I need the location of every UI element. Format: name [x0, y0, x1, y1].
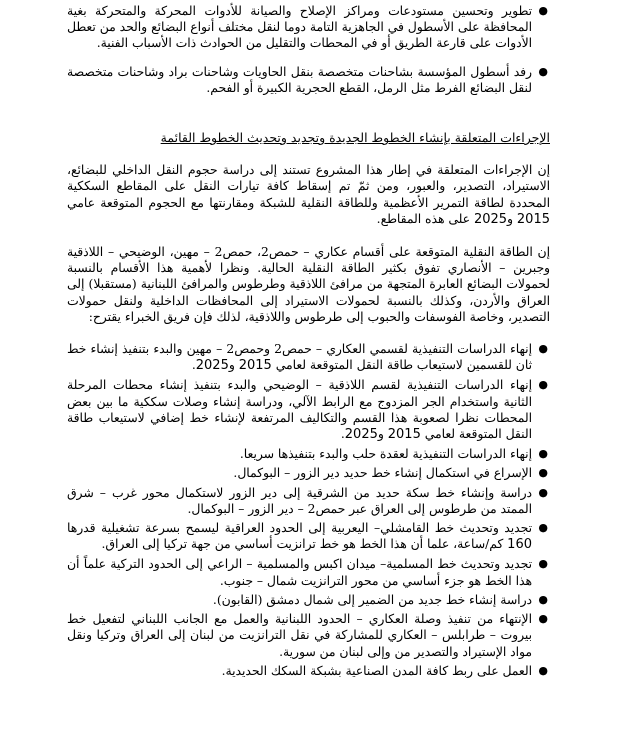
- list-item: ● تجديد وتحديث خط المسلمية– ميدان اكبس والمسلمية – الراعي إلى الحدود التركية علماً أن هذا الخط هو جزء أساسي من محور الترانزيت شمال – جنوب.: [67, 557, 548, 588]
- bullet-icon: ●: [538, 612, 548, 626]
- bullet-icon: ●: [538, 378, 548, 392]
- list-item: ● إنهاء الدراسات التنفيذية لقسم اللاذقية – الوضيحي والبدء بتنفيذ إنشاء محطات المرحلة الثانية واستخدام الجر المزدوج مع الرابط الآلي، ودراسة إنشاء وصلات سككية ما بين بعض المحطات نظرا لصعوبة هذا القسم والتكاليف المرتفعة لإنشاء خط إضافي لاستيعاب طاقة النقل المتوقعة لعامي 2015 و2025.: [67, 378, 548, 443]
- bullet-icon: ●: [538, 64, 548, 78]
- list-item: ● إنهاء الدراسات التنفيذية لعقدة حلب والبدء بتنفيذها سريعا.: [239, 447, 548, 462]
- bullet-icon: ●: [538, 592, 548, 606]
- bullet-icon: ●: [538, 557, 548, 571]
- list-item: ● دراسة وإنشاء خط سكة حديد من الشرقية إلى دير الزور لاستكمال محور غرب – شرق الممتد من طرطوس إلى العراق عبر حمص2 – دير الزور – البوكمال.: [67, 485, 548, 516]
- bullet-icon: ●: [538, 485, 548, 499]
- bullet-icon: ●: [538, 342, 548, 356]
- list-item: ● الإسراع في استكمال إنشاء خط حديد دير الزور – البوكمال.: [233, 466, 548, 481]
- bullet-icon: ●: [538, 466, 548, 480]
- list-item: ● إنهاء الدراسات التنفيذية لقسمي العكاري – حمص2 وحمص2 – مهين والبدء بتنفيذ إنشاء خط ثان للقسمين لاستيعاب طاقة النقل المتوقعة لعامي 2015 و2025.: [67, 342, 548, 374]
- bullet-icon: ●: [538, 447, 548, 461]
- bullet-icon: ●: [538, 4, 548, 17]
- top-bullet-list: [67, 3, 550, 96]
- list-item: ● العمل على ربط كافة المدن الصناعية بشبكة السكك الحديدية.: [221, 663, 548, 678]
- paragraph-capacity: إن الطاقة النقلية المتوقعة على أقسام عكاري – حمص2، حمص2 – مهين، الوضيحي – اللاذقية وجبرين – الأنصاري تفوق بكثير الطاقة النقلية الحالية. ونظرا لأهمية هذا الأقسام بالنسبة لحمولات البضائع العابرة المتجهة من مرافئ اللاذقية وطرطوس والمرافئ اللبنانية (مستقبلا) إلى العراق والأردن، وكذلك بالنسبة لحمولات الاستيراد إلى المحافظات الداخلية ولنقل حمولات التصدير، وخاصة الفوسفات والحبوب إلى طرطوس واللاذقية، لذلك فإن فريق الخبراء يقترح:: [67, 245, 550, 324]
- list-item: ● تجديد وتحديث خط القامشلي– اليعربية إلى الحدود العراقية ليسمح بسرعة تشغيلية قدرها 160 كم/ساعة، علما أن هذا الخط هو خط ترانزيت أساسي من جهة تركيا إلى العراق.: [67, 521, 548, 553]
- list-item: ● الإنتهاء من تنفيذ وصلة العكاري – الحدود اللبنانية والعمل مع الجانب اللبناني لتفعيل خط بيروت – طرابلس – العكاري للمشاركة في نقل الترانزيت من لبنان إلى العراق وتركيا ونقل مواد الإستيراد والتصدير من وإلى لبنان من سورية.: [67, 612, 548, 659]
- bullet-icon: ●: [538, 521, 548, 535]
- list-item: ● تطوير وتحسين مستودعات ومراكز الإصلاح والصيانة للأدوات المحركة والمتحركة بغية المحافظة على الأسطول في الجاهزية التامة دوما لنقل مختلف أنواع البضائع والحد من تعطل الأدوات على قارعة الطريق أو في المحطات والتقليل من الحوادث ذات الأسباب الفنية.: [67, 4, 548, 51]
- section-heading: الإجراءات المتعلقة بإنشاء الخطوط الجديدة وتجديد وتحديث الخطوط القائمة: [160, 130, 550, 146]
- bullet-icon: ●: [538, 663, 548, 677]
- list-item: ● دراسة إنشاء خط جديد من الضمير إلى شمال دمشق (القابون).: [212, 592, 548, 607]
- proposal-bullet-list: [67, 341, 550, 679]
- list-item: ● رفد أسطول المؤسسة بشاحنات متخصصة بنقل الحاويات وشاحنات براد وشاحنات متخصصة لنقل البضائع الفرط مثل الرمل، القطع الحجرية الكبيرة أو الفحم.: [67, 64, 548, 95]
- paragraph-intro: إن الإجراءات المتعلقة في إطار هذا المشروع تستند إلى دراسة حجوم النقل الداخلي للبضائع، الاستيراد، التصدير، والعبور، ومن ثمّ تم إسقاط كافة تيارات النقل على المقاطع السككية المحددة لطاقة التمرير الأعظمية وللطاقة النقلية للشبكة ومقارنتها مع الحجوم المتوقعة عامي 2015 و2025 على هذه المقاطع.: [67, 163, 550, 227]
